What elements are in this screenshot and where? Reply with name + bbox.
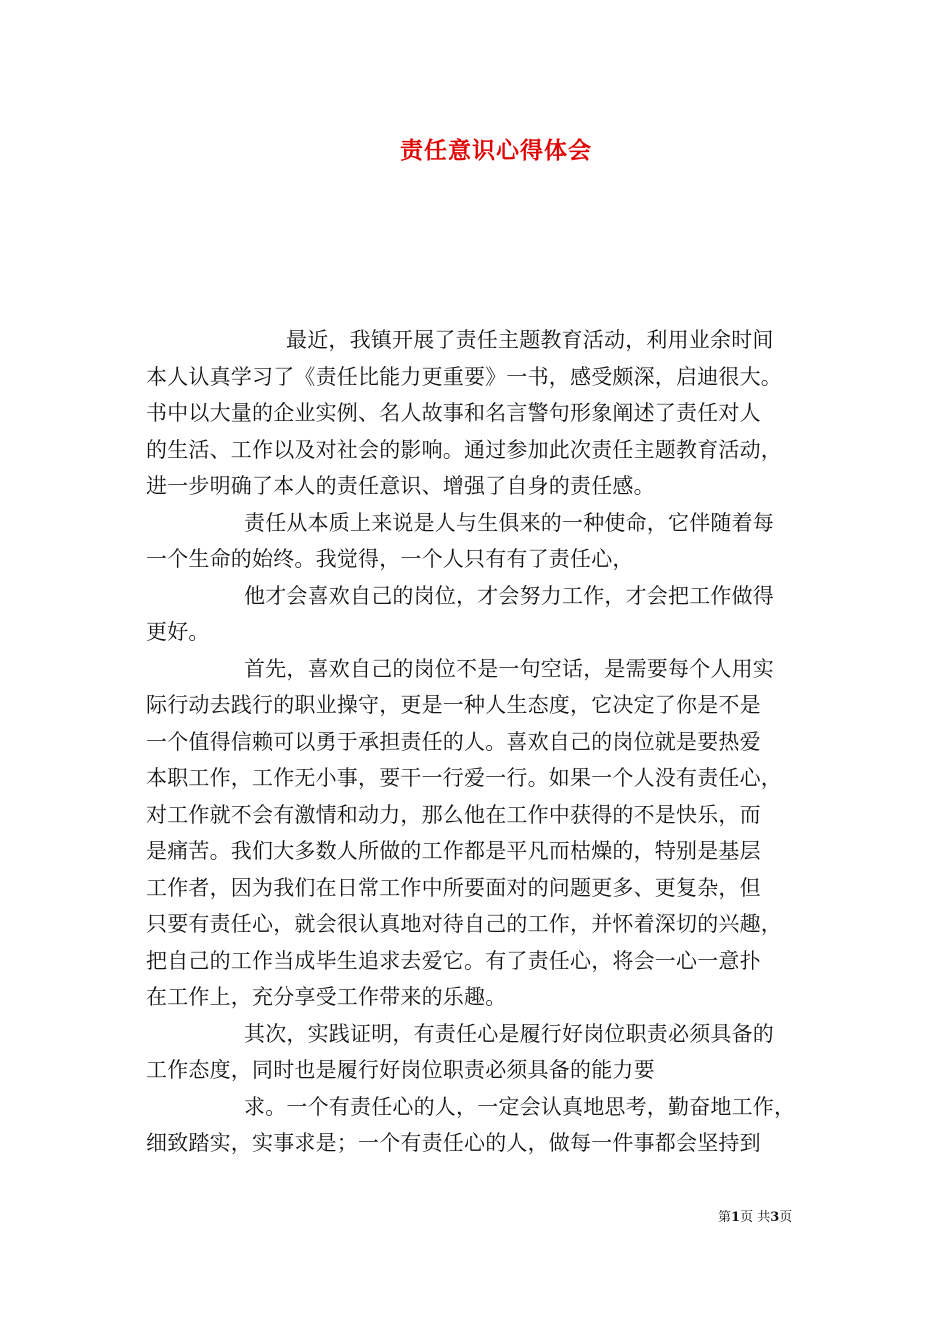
body-line: 求。一个有责任心的人，一定会认真地思考，勤奋地工作， <box>244 1094 796 1119</box>
footer-total-pages: 3 <box>770 1210 780 1225</box>
body-line: 本人认真学习了《责任比能力更重要》一书，感受颇深，启迪很大。 <box>146 364 782 389</box>
document-title: 责任意识心得体会 <box>400 137 592 164</box>
body-line: 本职工作，工作无小事，要干一行爱一行。如果一个人没有责任心， <box>146 766 782 790</box>
body-line: 责任从本质上来说是人与生俱来的一种使命，它伴随着每 <box>244 510 774 535</box>
body-line: 更好。 <box>146 620 210 644</box>
body-line: 他才会喜欢自己的岗位，才会努力工作，才会把工作做得 <box>244 583 774 608</box>
body-line: 细致踏实，实事求是；一个有责任心的人，做每一件事都会坚持到 <box>146 1131 761 1155</box>
body-line: 工作者，因为我们在日常工作中所要面对的问题更多、更复杂，但 <box>146 875 761 900</box>
page-footer <box>718 1206 792 1225</box>
body-line: 的生活、工作以及对社会的影响。通过参加此次责任主题教育活动， <box>146 437 782 462</box>
body-line: 工作态度，同时也是履行好岗位职责必须具备的能力要 <box>146 1058 655 1082</box>
body-line: 把自己的工作当成毕生追求去爱它。有了责任心，将会一心一意扑 <box>146 948 761 973</box>
footer-prefix: 第 <box>718 1210 732 1225</box>
body-line: 最近，我镇开展了责任主题教育活动，利用业余时间 <box>286 328 774 352</box>
body-line: 只要有责任心，就会很认真地对待自己的工作，并怀着深切的兴趣， <box>146 912 782 936</box>
body-line: 际行动去践行的职业操守，更是一种人生态度，它决定了你是不是 <box>146 693 761 717</box>
body-line: 是痛苦。我们大多数人所做的工作都是平凡而枯燥的，特别是基层 <box>146 839 761 863</box>
body-line: 书中以大量的企业实例、名人故事和名言警句形象阐述了责任对人 <box>146 401 761 425</box>
body-line: 一个生命的始终。我觉得，一个人只有有了责任心， <box>146 547 634 571</box>
document-body <box>146 322 818 1162</box>
body-line: 首先，喜欢自己的岗位不是一句空话，是需要每个人用实 <box>244 656 774 681</box>
body-line: 对工作就不会有激情和动力，那么他在工作中获得的不是快乐，而 <box>146 802 761 827</box>
footer-suffix: 页 <box>779 1210 793 1225</box>
body-line: 在工作上，充分享受工作带来的乐趣。 <box>146 985 507 1009</box>
footer-page-number: 1 <box>731 1210 741 1225</box>
footer-middle: 页 共 <box>740 1210 771 1225</box>
body-line: 其次，实践证明，有责任心是履行好岗位职责必须具备的 <box>244 1021 774 1046</box>
body-line: 进一步明确了本人的责任意识、增强了自身的责任感。 <box>146 474 655 498</box>
body-line: 一个值得信赖可以勇于承担责任的人。喜欢自己的岗位就是要热爱 <box>146 729 761 754</box>
